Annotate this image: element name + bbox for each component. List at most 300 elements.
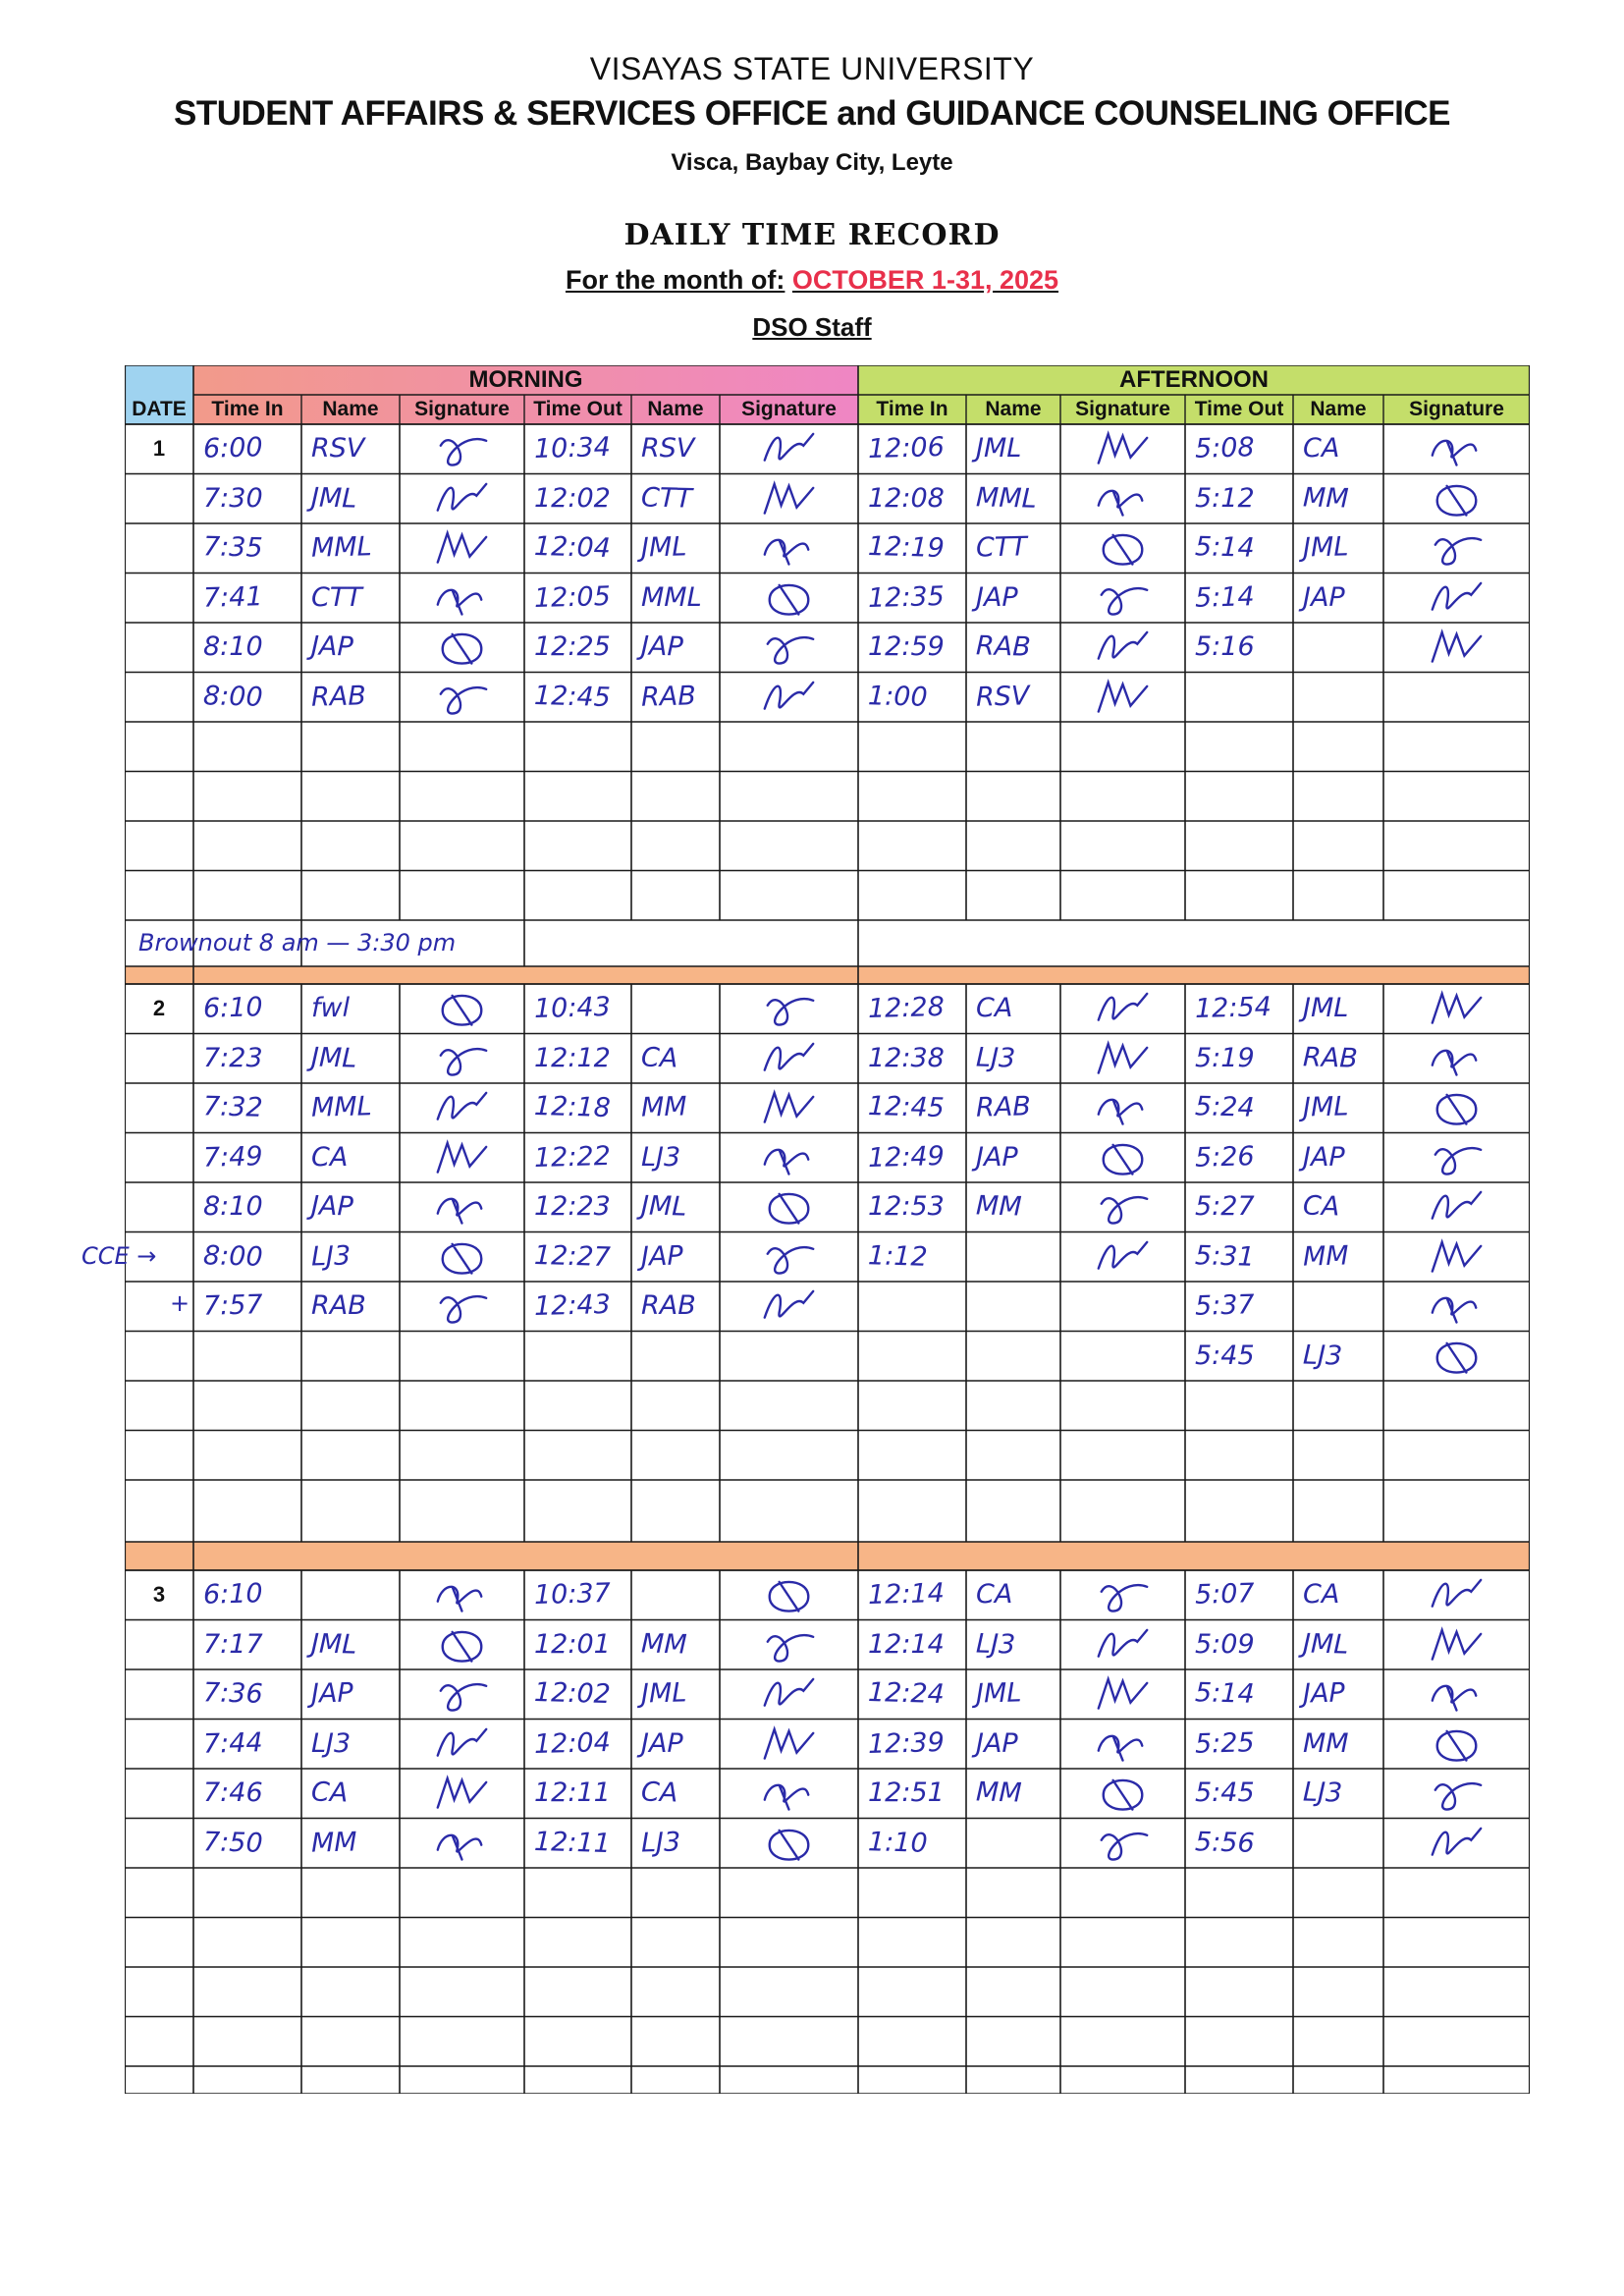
time-entry: 8:10	[203, 631, 263, 662]
signature-stroke	[438, 1587, 482, 1612]
time-entry: 8:10	[203, 1191, 263, 1222]
time-entry: 5:14	[1194, 580, 1256, 614]
signature-mark	[1393, 525, 1520, 570]
time-entry: 6:10	[202, 992, 264, 1024]
signature-stroke	[1437, 485, 1477, 515]
column-header-6: Signature	[741, 398, 837, 420]
name-entry: JML	[310, 1041, 357, 1074]
time-entry: 7:46	[203, 1777, 263, 1808]
name-entry: MM	[310, 1826, 357, 1859]
signature-stroke	[438, 1093, 486, 1120]
signature-stroke	[438, 483, 486, 510]
name-entry: JML	[1302, 1627, 1349, 1661]
signature-stroke	[1433, 1828, 1481, 1854]
column-header-8: Name	[985, 398, 1042, 420]
name-entry: LJ3	[975, 1041, 1016, 1074]
morning-header: MORNING	[468, 366, 583, 393]
signature-stroke	[770, 1582, 809, 1612]
form-title: DAILY TIME RECORD	[623, 218, 1001, 252]
signature-mark	[1393, 1334, 1520, 1378]
name-entry: CA	[1302, 1190, 1340, 1223]
signature-stroke	[765, 1679, 813, 1706]
afternoon-header: AFTERNOON	[1119, 366, 1269, 393]
time-entry: 12:24	[867, 1676, 946, 1711]
column-header-3: Signature	[414, 398, 510, 420]
time-entry: 5:19	[1195, 1042, 1255, 1073]
name-entry: LJ3	[975, 1627, 1016, 1661]
name-entry: JAP	[640, 630, 684, 663]
time-entry: 7:30	[203, 482, 263, 514]
date-number: 3	[152, 1582, 166, 1607]
name-entry: CA	[640, 1042, 678, 1073]
name-entry: CTT	[311, 581, 362, 613]
signature-mark	[1070, 1722, 1175, 1766]
name-entry: JAP	[1303, 1141, 1345, 1173]
signature-mark	[1070, 1184, 1175, 1229]
signature-mark	[1070, 1085, 1175, 1129]
signature-stroke	[1099, 434, 1147, 464]
signature-stroke	[441, 1684, 486, 1710]
time-entry: 12:18	[533, 1090, 612, 1124]
name-entry: RAB	[310, 680, 367, 713]
signature-stroke	[770, 584, 809, 614]
column-header-5: Name	[647, 398, 704, 420]
signature-stroke	[438, 533, 486, 563]
name-entry: JAP	[976, 1727, 1018, 1759]
time-entry: 10:37	[533, 1577, 612, 1612]
signature-mark	[409, 1234, 514, 1279]
signature-stroke	[765, 1785, 809, 1810]
signature-stroke	[1433, 994, 1481, 1023]
signature-mark	[1393, 1234, 1520, 1279]
signature-mark	[409, 575, 514, 620]
column-header-2: Name	[322, 398, 379, 420]
signature-mark	[1393, 575, 1520, 620]
name-entry: JAP	[641, 1727, 683, 1759]
name-entry: JML	[310, 481, 357, 515]
signature-mark	[1393, 625, 1520, 669]
signature-stroke	[1433, 441, 1477, 465]
signature-stroke	[1104, 1144, 1143, 1174]
signature-mark	[1393, 1722, 1520, 1766]
time-entry: 7:17	[203, 1628, 263, 1660]
time-entry: 12:51	[868, 1777, 945, 1808]
name-entry: JML	[1302, 1091, 1349, 1123]
signature-stroke	[438, 1728, 486, 1755]
signature-mark	[1070, 1821, 1175, 1865]
day-separator-1	[125, 966, 1530, 984]
time-entry: 6:10	[202, 1578, 264, 1611]
time-entry: 12:11	[534, 1777, 611, 1808]
signature-stroke	[1099, 1100, 1143, 1124]
signature-mark	[1070, 476, 1175, 520]
signature-mark	[730, 1284, 848, 1328]
time-entry: 5:45	[1195, 1339, 1255, 1371]
signature-mark	[730, 426, 848, 470]
signature-stroke	[1099, 1043, 1147, 1072]
name-entry: MM	[1302, 1239, 1349, 1273]
cce-arrow-mark: CCE →	[81, 1241, 157, 1270]
date-number: 2	[152, 996, 166, 1020]
time-entry: 5:31	[1194, 1239, 1256, 1273]
time-entry: 12:04	[533, 530, 612, 565]
time-entry: 7:36	[202, 1677, 264, 1710]
time-entry: 5:14	[1194, 531, 1256, 564]
signature-stroke	[765, 1043, 813, 1069]
time-entry: 12:43	[533, 1288, 612, 1323]
signature-mark	[409, 1284, 514, 1328]
column-header-9: Signature	[1075, 398, 1170, 420]
signature-mark	[409, 1671, 514, 1716]
signature-stroke	[1102, 1833, 1147, 1859]
name-entry: CA	[310, 1777, 349, 1809]
signature-stroke	[1099, 1241, 1147, 1268]
signature-stroke	[1435, 1783, 1481, 1809]
time-entry: 12:54	[1194, 991, 1272, 1025]
name-entry: MM	[1303, 1727, 1349, 1759]
time-entry: 5:16	[1195, 631, 1255, 662]
signature-stroke	[1437, 1095, 1477, 1124]
signature-stroke	[765, 1728, 813, 1758]
month-label: For the month of:	[565, 265, 785, 295]
signature-stroke	[1433, 582, 1481, 609]
signature-stroke	[765, 682, 813, 708]
time-entry: 12:35	[867, 580, 946, 614]
name-entry: MM	[975, 1777, 1022, 1809]
name-entry: JML	[640, 531, 687, 564]
time-entry: 1:12	[867, 1239, 929, 1273]
signature-mark	[730, 675, 848, 719]
column-header-10: Time Out	[1194, 398, 1284, 420]
time-entry: 5:25	[1194, 1726, 1256, 1760]
column-header-12: Signature	[1409, 398, 1504, 420]
signature-mark	[1070, 986, 1175, 1030]
time-entry: 12:14	[868, 1628, 945, 1660]
signature-mark	[730, 1622, 848, 1667]
time-entry: 12:14	[867, 1577, 946, 1612]
name-entry: RAB	[641, 1290, 696, 1321]
time-entry: 12:08	[868, 482, 945, 514]
name-entry: LJ3	[640, 1826, 681, 1859]
time-entry: 1:00	[867, 680, 929, 713]
signature-mark	[1070, 675, 1175, 719]
time-entry: 12:22	[533, 1140, 612, 1174]
time-entry: 12:27	[533, 1239, 612, 1273]
time-entry: 5:56	[1194, 1826, 1256, 1859]
time-entry: 12:59	[868, 631, 945, 662]
signature-mark	[1070, 1771, 1175, 1815]
name-entry: JML	[1302, 531, 1349, 564]
name-entry: JAP	[976, 1141, 1018, 1173]
signature-stroke	[768, 1247, 813, 1273]
day-separator-2	[125, 1542, 1530, 1570]
date-column-header: DATE	[132, 398, 187, 420]
signature-mark	[1070, 525, 1175, 570]
name-entry: JML	[640, 1677, 687, 1710]
time-entry: 5:27	[1195, 1191, 1255, 1222]
time-entry: 7:41	[202, 580, 264, 614]
signature-mark	[1070, 1135, 1175, 1179]
signature-stroke	[1433, 1241, 1481, 1271]
time-entry: 8:00	[202, 680, 264, 713]
signature-stroke	[438, 1778, 486, 1808]
name-entry: RSV	[975, 680, 1030, 713]
time-entry: 12:38	[868, 1042, 945, 1073]
time-entry: 5:08	[1194, 432, 1256, 465]
signature-stroke	[1102, 1197, 1147, 1223]
time-entry: 12:06	[867, 431, 946, 465]
signature-mark	[1393, 1572, 1520, 1616]
time-entry: 8:00	[202, 1239, 264, 1273]
column-header-1: Time In	[211, 398, 284, 420]
time-record-table	[81, 365, 1530, 2094]
signature-mark	[730, 575, 848, 620]
signature-mark	[730, 1821, 848, 1865]
signature-mark	[730, 476, 848, 520]
name-entry: JML	[310, 1627, 357, 1661]
time-entry: 7:23	[203, 1042, 263, 1073]
time-entry: 1:10	[867, 1826, 929, 1859]
name-entry: MM	[640, 1627, 687, 1661]
signature-mark	[409, 1821, 514, 1865]
time-entry: 5:37	[1194, 1289, 1256, 1322]
brownout-note: Brownout 8 am — 3:30 pm	[138, 929, 457, 957]
name-entry: CTT	[640, 481, 693, 515]
time-entry: 5:24	[1194, 1091, 1256, 1123]
signature-mark	[1393, 476, 1520, 520]
signature-mark	[409, 986, 514, 1030]
name-entry: JAP	[310, 630, 354, 663]
signature-mark	[1070, 1671, 1175, 1716]
name-entry: MML	[641, 581, 702, 613]
name-entry: JML	[975, 1677, 1022, 1710]
time-entry: 12:11	[533, 1826, 612, 1859]
signature-stroke	[1433, 1050, 1477, 1074]
signature-mark	[1393, 1821, 1520, 1865]
name-entry: JAP	[1302, 1677, 1346, 1710]
signature-mark	[730, 1085, 848, 1129]
signature-mark	[409, 625, 514, 669]
time-entry: 6:00	[202, 432, 264, 465]
name-entry: JAP	[310, 1190, 354, 1223]
signature-stroke	[1433, 632, 1481, 662]
time-entry: 10:43	[533, 991, 612, 1025]
signature-mark	[1070, 575, 1175, 620]
name-entry: JAP	[1303, 581, 1345, 613]
signature-stroke	[441, 439, 486, 465]
signature-stroke	[1099, 1679, 1147, 1709]
time-entry: 12:05	[533, 580, 612, 614]
name-entry: JAP	[640, 1239, 684, 1273]
name-entry: LJ3	[310, 1239, 352, 1273]
name-entry: fwl	[311, 993, 351, 1023]
time-entry: 12:02	[534, 482, 611, 514]
time-entry: 12:04	[533, 1726, 612, 1760]
signature-stroke	[438, 589, 482, 614]
signature-stroke	[1433, 1192, 1481, 1219]
time-entry: 5:09	[1195, 1628, 1255, 1660]
name-entry: MML	[310, 531, 373, 564]
time-entry: 7:44	[202, 1726, 264, 1760]
signature-stroke	[1433, 1298, 1477, 1323]
signature-mark	[1070, 625, 1175, 669]
time-entry: 5:26	[1194, 1140, 1256, 1174]
name-entry: LJ3	[1302, 1339, 1343, 1372]
time-entry: 12:45	[867, 1090, 946, 1124]
name-entry: LJ3	[311, 1727, 352, 1759]
time-entry: 12:53	[868, 1191, 945, 1222]
signature-mark	[730, 1234, 848, 1279]
date-number: 1	[152, 436, 166, 461]
signature-mark	[409, 1572, 514, 1616]
signature-stroke	[441, 1049, 486, 1074]
time-entry: 10:34	[533, 431, 612, 465]
signature-mark	[1393, 426, 1520, 470]
signature-mark	[730, 1722, 848, 1766]
signature-mark	[409, 1135, 514, 1179]
time-entry: 12:39	[867, 1726, 946, 1760]
signature-mark	[1393, 1036, 1520, 1080]
name-entry: CA	[976, 1579, 1013, 1610]
name-entry: MML	[975, 481, 1038, 515]
time-entry: 12:19	[867, 530, 946, 565]
signature-stroke	[1435, 1148, 1481, 1174]
time-entry: 12:23	[534, 1191, 611, 1222]
signature-mark	[409, 1622, 514, 1667]
signature-mark	[730, 1671, 848, 1716]
signature-stroke	[1099, 632, 1147, 659]
signature-mark	[730, 1572, 848, 1616]
signature-mark	[730, 1184, 848, 1229]
name-entry: RAB	[1302, 1041, 1359, 1074]
column-header-11: Name	[1310, 398, 1367, 420]
signature-stroke	[443, 634, 482, 664]
time-entry: 7:50	[202, 1826, 264, 1859]
office-address: Visca, Baybay City, Leyte	[671, 149, 953, 176]
time-entry: 12:02	[533, 1676, 612, 1711]
signature-mark	[730, 525, 848, 570]
signature-mark	[1393, 1622, 1520, 1667]
office-name: STUDENT AFFAIRS & SERVICES OFFICE and GUIDANCE COUNSELING OFFICE	[173, 94, 1451, 133]
signature-stroke	[1433, 1686, 1477, 1711]
time-entry: 12:45	[533, 680, 612, 713]
signature-stroke	[1102, 1585, 1147, 1611]
name-entry: MML	[310, 1091, 373, 1123]
signature-stroke	[770, 1194, 809, 1224]
signature-mark	[1070, 1572, 1175, 1616]
time-entry: 7:57	[202, 1289, 264, 1322]
signature-mark	[730, 1135, 848, 1179]
signature-mark	[409, 1085, 514, 1129]
plus-mark: +	[170, 1289, 190, 1317]
signature-stroke	[1104, 535, 1143, 565]
time-entry: 5:07	[1194, 1578, 1256, 1611]
time-entry: 12:01	[534, 1628, 611, 1660]
month-value: OCTOBER 1-31, 2025	[791, 265, 1059, 295]
time-entry: 7:35	[202, 531, 264, 564]
name-entry: MM	[1302, 481, 1349, 515]
signature-stroke	[1437, 1730, 1477, 1760]
staff-label: DSO Staff	[752, 312, 872, 342]
signature-stroke	[765, 483, 813, 513]
signature-stroke	[441, 687, 486, 713]
signature-stroke	[1433, 1629, 1481, 1659]
signature-stroke	[765, 1291, 813, 1318]
name-entry: RAB	[975, 630, 1032, 663]
signature-mark	[1393, 1671, 1520, 1716]
name-entry: MM	[975, 1190, 1022, 1223]
signature-stroke	[1435, 538, 1481, 564]
signature-stroke	[1433, 1580, 1481, 1607]
name-entry: JML	[1303, 993, 1349, 1023]
signature-stroke	[1099, 490, 1143, 515]
signature-stroke	[438, 1199, 482, 1224]
signature-stroke	[768, 637, 813, 663]
signature-mark	[1393, 1085, 1520, 1129]
name-entry: JML	[976, 433, 1022, 464]
signature-mark	[1070, 1234, 1175, 1279]
name-entry: CA	[1303, 1579, 1340, 1610]
signature-stroke	[441, 1296, 486, 1322]
signature-stroke	[1099, 1629, 1147, 1656]
signature-mark	[730, 1771, 848, 1815]
time-entry: 12:25	[534, 631, 611, 662]
signature-stroke	[438, 1142, 486, 1172]
signature-mark	[730, 986, 848, 1030]
signature-stroke	[765, 1093, 813, 1122]
signature-stroke	[1099, 682, 1147, 711]
signature-mark	[409, 1722, 514, 1766]
name-entry: JML	[640, 1190, 687, 1223]
time-entry: 12:49	[867, 1140, 946, 1174]
signature-mark	[409, 525, 514, 570]
signature-stroke	[765, 434, 813, 461]
column-header-4: Time Out	[533, 398, 623, 420]
signature-stroke	[438, 1834, 482, 1859]
time-entry: 12:12	[534, 1042, 611, 1073]
signature-mark	[1393, 1135, 1520, 1179]
signature-mark	[730, 625, 848, 669]
time-entry: 7:32	[202, 1091, 264, 1123]
university-name: VISAYAS STATE UNIVERSITY	[589, 51, 1035, 86]
signature-mark	[730, 1036, 848, 1080]
signature-stroke	[1099, 994, 1147, 1020]
signature-mark	[409, 675, 514, 719]
name-entry: CA	[976, 993, 1013, 1023]
signature-stroke	[765, 1149, 809, 1174]
signature-mark	[409, 1036, 514, 1080]
name-entry: RAB	[975, 1091, 1032, 1123]
signature-mark	[1393, 1284, 1520, 1328]
name-entry: RSV	[641, 433, 695, 464]
name-entry: LJ3	[1302, 1777, 1343, 1809]
name-entry: JAP	[976, 581, 1018, 613]
time-entry: 5:45	[1195, 1777, 1255, 1808]
signature-stroke	[443, 996, 482, 1025]
signature-mark	[1393, 1771, 1520, 1815]
signature-mark	[409, 426, 514, 470]
signature-stroke	[443, 1243, 482, 1273]
name-entry: RSV	[311, 433, 365, 464]
signature-stroke	[768, 999, 813, 1024]
name-entry: RAB	[640, 680, 697, 713]
signature-stroke	[1104, 1780, 1143, 1810]
signature-mark	[409, 1184, 514, 1229]
name-entry: CA	[311, 1141, 349, 1173]
signature-mark	[1070, 1036, 1175, 1080]
signature-stroke	[443, 1631, 482, 1661]
signature-stroke	[1437, 1342, 1477, 1372]
